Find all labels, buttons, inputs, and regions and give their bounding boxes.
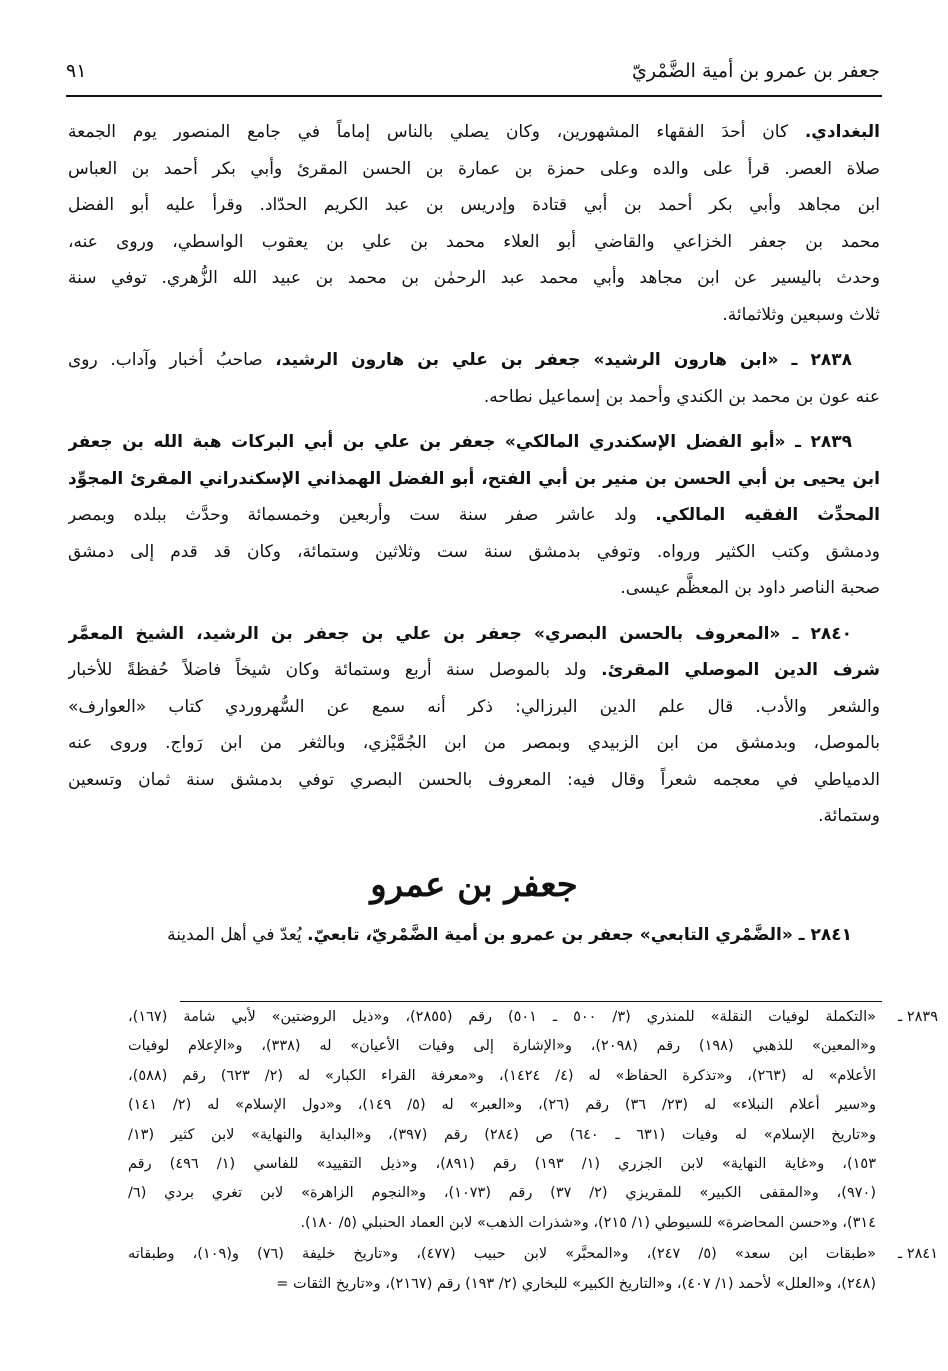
entry-text: ثلاث وسبعين وثلاثمائة.	[722, 304, 880, 325]
footnote-line: (٩٧٠)، و«المقفى الكبير» للمقريزي (٢/ ٣٧) رقم (١٠٧٣)، و«النجوم الزاهرة» لابن تغري بردي (٦/	[128, 1185, 876, 1202]
footnote-line: و«سير أعلام النبلاء» له (٢٣/ ٣٦) رقم (٢٦)، و«العبر» له (٥/ ١٤٩)، و«دول الإسلام» له (٢/ ١٤١)	[128, 1097, 876, 1114]
text-line	[68, 725, 880, 762]
entry-title-text: ٢٨٣٩ ـ «أبو الفضل الإسكندري المالكي» جعفر بن علي بن أبي البركات هبة الله بن جعفر	[68, 432, 852, 452]
text-line	[68, 616, 880, 653]
text-line	[68, 534, 880, 571]
entry-text: ابن مجاهد وأبي بكر أحمد بن أبي قتادة وإدريس بن عبد الكريم الحدّاد. وقرأ عليه أبو الفضل	[68, 195, 880, 215]
entry-text: الدمياطي في معجمه شعراً وقال فيه: المعروف بالحسن البصري توفي بدمشق سنة ثمان وتسعين	[68, 769, 880, 790]
text-line	[68, 497, 880, 534]
entry-text: بالموصل، وبدمشق من ابن الزبيدي وبمصر من ابن الجُمَّيْزي، وبالثغر من ابن رَواج. وروى عنه	[68, 733, 880, 753]
text-line	[68, 762, 880, 799]
entries-before-heading	[68, 114, 880, 835]
entry-text: صاحبُ أخبار وآداب. روى	[68, 350, 276, 370]
footnote	[128, 1003, 938, 1238]
entry-text: ولد بالموصل سنة أربع وستمائة وكان شيخاً فاضلاً حُفظةً للأخبار	[68, 660, 602, 680]
entry-paragraph	[68, 114, 880, 333]
entry-text: يُعدّ في أهل المدينة	[167, 924, 308, 945]
text-line	[68, 114, 880, 151]
entry-paragraph	[68, 616, 880, 835]
footnote-rule	[180, 1001, 882, 1002]
entry-paragraph	[68, 917, 880, 954]
footnotes	[128, 1003, 938, 1301]
text-line	[68, 151, 880, 188]
text-line	[68, 297, 880, 334]
entry-title-text: ٢٨٣٨ ـ «ابن هارون الرشيد» جعفر بن علي بن هارون الرشيد،	[275, 350, 852, 370]
text-line	[68, 917, 880, 954]
entry-text: ودمشق وكتب الكثير ورواه. وتوفي بدمشق سنة ست وثلاثين وستمائة، وكان قد قدم إلى دمشق	[68, 541, 880, 562]
entries-after-heading	[68, 917, 880, 954]
entry-paragraph	[68, 424, 880, 607]
text-line	[68, 461, 880, 498]
entry-text: صحبة الناصر داود بن المعظَّم عيسى.	[620, 578, 880, 598]
footnote-line: (٢٤٨)، و«العلل» لأحمد (١/ ٤٠٧)، و«التاريخ الكبير» للبخاري (٢/ ١٩٣) رقم (٢١٦٧)، و«تاريخ الثقات =	[276, 1275, 876, 1292]
entry-text: محمد بن جعفر الخزاعي والقاضي أبو العلاء محمد بن علي بن يعقوب الواسطي، وروى عنه،	[68, 231, 880, 252]
footnote-line: «التكملة لوفيات النقلة» للمنذري (٣/ ٥٠٠ ـ ٥٠١) رقم (٢٨٥٥)، و«ذيل الروضتين» لأبي شامة (١٦٧)،	[128, 1009, 876, 1025]
footnote-line: الأعلام» له (٢٦٣)، و«تذكرة الحفاظ» له (٤/ ١٤٢٤)، و«معرفة القراء الكبار» له (٢/ ٦٢٣) رقم (٥٨٨)،	[128, 1067, 876, 1084]
entry-title-text: البغدادي.	[804, 122, 880, 142]
footnote-line: و«تاريخ الإسلام» له وفيات (٦٣١ ـ ٦٤٠) ص (٢٨٤) رقم (٣٩٧)، و«البداية والنهاية» لابن كثير (١٣/	[128, 1126, 876, 1143]
page-number: ٩١	[66, 60, 87, 82]
text-line	[68, 187, 880, 224]
entry-title-text: ٢٨٤٠ ـ «المعروف بالحسن البصري» جعفر بن علي بن جعفر بن الرشيد، الشيخ المعمَّر	[68, 623, 852, 644]
text-line	[68, 342, 880, 379]
text-line	[68, 224, 880, 261]
main-text	[68, 114, 880, 962]
footnote-number: ٢٨٣٩ ـ	[897, 1009, 938, 1025]
text-line	[68, 424, 880, 461]
footnote-line: ٣١٤)، و«حسن المحاضرة» للسيوطي (١/ ٢١٥)، و«شذرات الذهب» لابن العماد الحنبلي (٥/ ١٨٠).	[300, 1214, 876, 1231]
text-line	[68, 652, 880, 689]
text-line	[68, 689, 880, 726]
entry-text: والشعر والأدب. قال علم الدين البرزالي: ذكر أنه سمع عن السُّهروردي كتاب «العوارف»	[68, 696, 880, 717]
text-line	[68, 570, 880, 607]
footnote-line: «طبقات ابن سعد» (٥/ ٢٤٧)، و«المحبَّر» لابن حبيب (٤٧٧)، و«تاريخ خليفة (٧٦) و(١٠٩)، وطبقاته	[128, 1246, 876, 1263]
entry-paragraph	[68, 342, 880, 415]
text-line	[68, 379, 880, 416]
entry-title-text: المحدِّث الفقيه المالكي.	[655, 505, 880, 525]
running-header-title: جعفر بن عمرو بن أمية الضَّمْريّ	[632, 60, 880, 82]
header-rule	[66, 95, 882, 97]
footnote-line: و«المعين» للذهبي (١٩٨) رقم (٢٠٩٨)، و«الإشارة إلى وفيات الأعيان» له (٣٣٨)، و«الإعلام لوفيات	[128, 1038, 876, 1055]
footnote-line: ١٥٣)، و«غاية النهاية» لابن الجزري (١/ ١٩٣) رقم (٨٩١)، و«ذيل التقييد» للفاسي (١/ ٤٩٦) رقم	[128, 1155, 876, 1172]
entry-text: ولد عاشر صفر سنة ست وأربعين وخمسمائة وحدَّث ببلده وبمصر	[68, 505, 656, 525]
footnote-number: ٢٨٤١ ـ	[897, 1246, 938, 1263]
entry-text: وستمائة.	[818, 806, 880, 826]
entry-text: صلاة العصر. قرأ على والده وعلى حمزة بن عمارة بن الحسن المقرئ وأبي بكر أحمد بن العباس	[68, 158, 880, 179]
entry-text: وحدث باليسير عن ابن مجاهد وأبي محمد عبد الرحمٰن بن محمد بن عبيد الله الزُّهري. توفي سنة	[68, 268, 880, 288]
text-line	[68, 260, 880, 297]
section-heading: جعفر بن عمرو	[370, 864, 578, 905]
entry-title-text: شرف الدين الموصلي المقرئ.	[601, 660, 880, 680]
text-line	[68, 798, 880, 835]
entry-text: عنه عون بن محمد بن الكندي وأحمد بن إسماعيل نطاحه.	[483, 386, 880, 407]
entry-text: كان أحدَ الفقهاء المشهورين، وكان يصلي بالناس إماماً في جامع المنصور يوم الجمعة	[68, 122, 805, 142]
entry-title-text: ٢٨٤١ ـ «الضَّمْري التابعي» جعفر بن عمرو بن أمية الضَّمْريّ، تابعيّ.	[307, 924, 852, 945]
footnote	[128, 1240, 938, 1299]
entry-title-text: ابن يحيى بن أبي الحسن بن منير بن أبي الفتح، أبو الفضل الهمذاني الإسكندراني المقرئ المجوِّد	[68, 468, 880, 489]
